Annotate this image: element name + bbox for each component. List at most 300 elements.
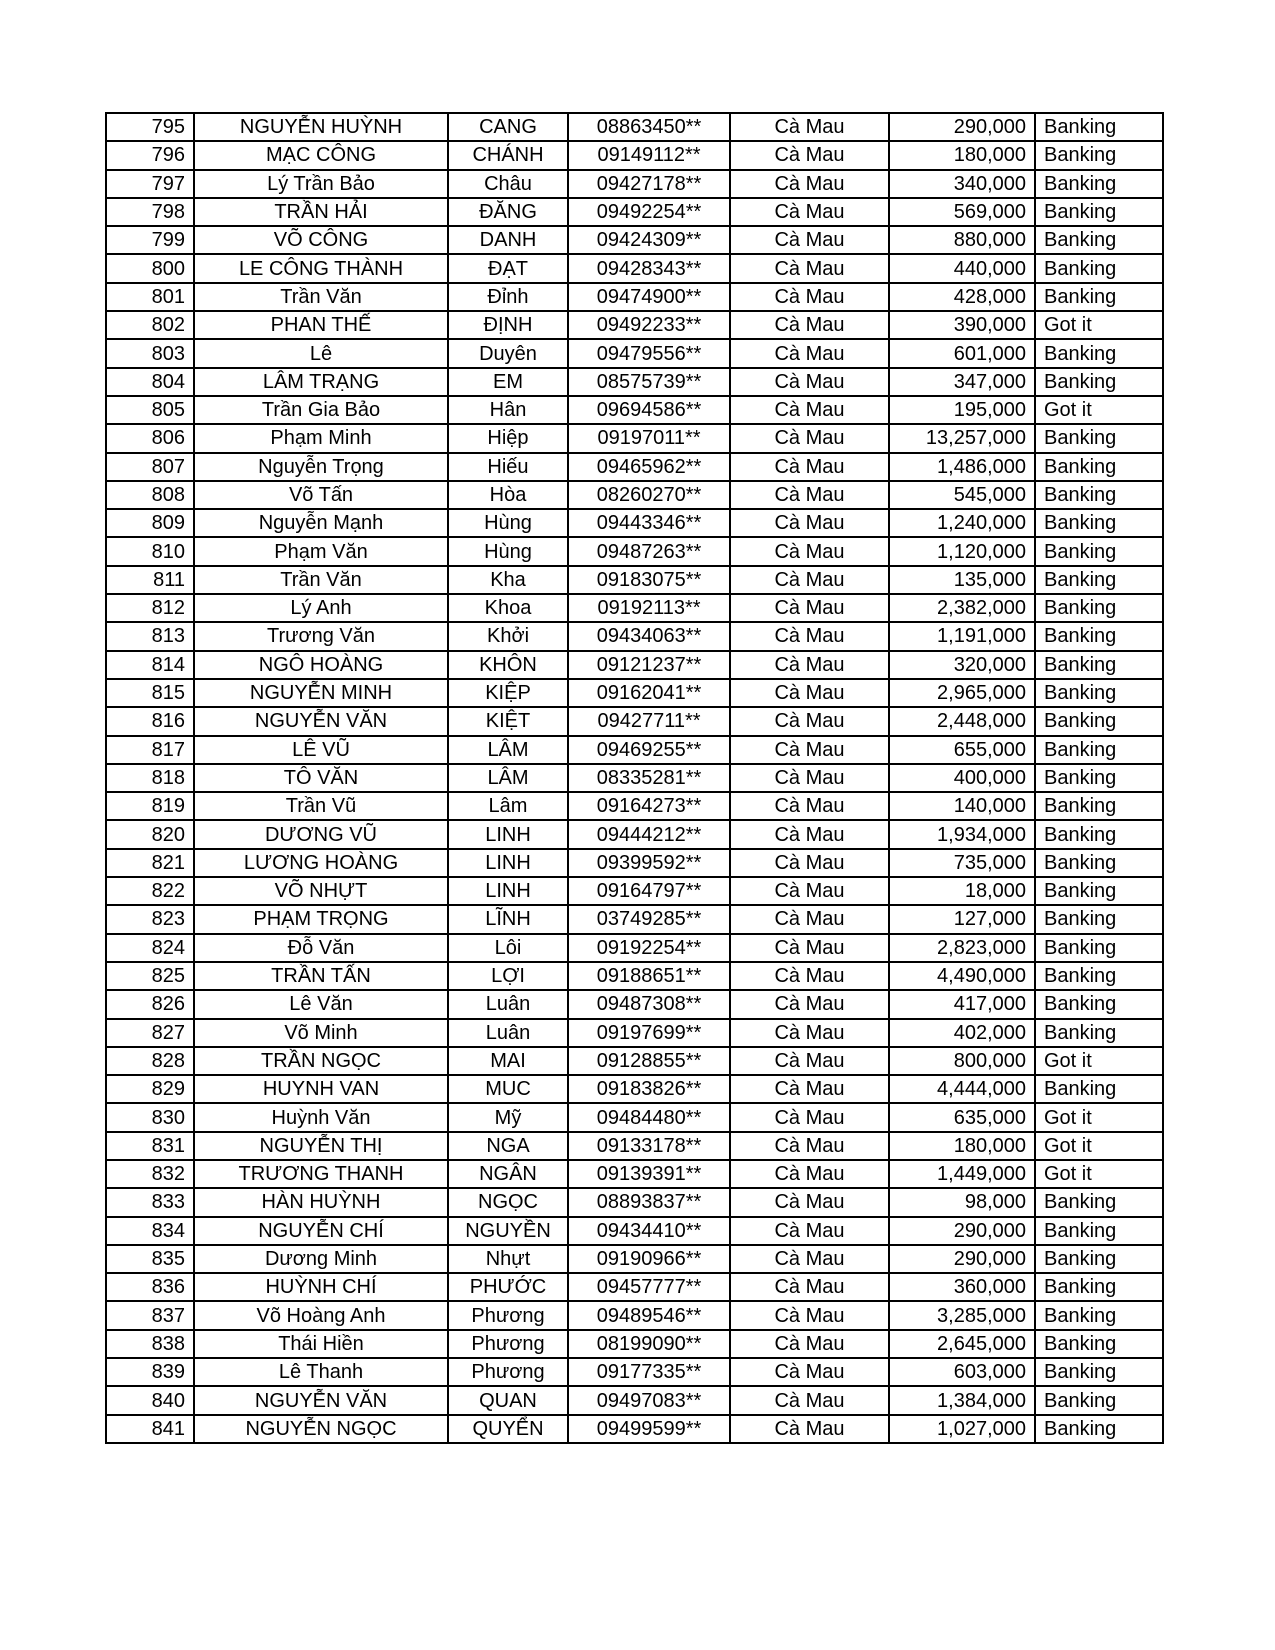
phone-number-cell: 09133178** <box>568 1132 730 1160</box>
province-cell: Cà Mau <box>730 1019 889 1047</box>
first-name-cell: QUYỂN <box>448 1415 568 1443</box>
first-name-cell: NGỌC <box>448 1188 568 1216</box>
first-name-cell: LINH <box>448 877 568 905</box>
phone-number-cell: 09427178** <box>568 170 730 198</box>
phone-number-cell: 09183826** <box>568 1075 730 1103</box>
phone-number-cell: 09492254** <box>568 198 730 226</box>
first-name-cell: Lâm <box>448 792 568 820</box>
province-cell: Cà Mau <box>730 509 889 537</box>
first-name-cell: NGUYỀN <box>448 1217 568 1245</box>
row-number-cell: 806 <box>106 424 194 452</box>
phone-number-cell: 09484480** <box>568 1103 730 1131</box>
province-cell: Cà Mau <box>730 622 889 650</box>
phone-number-cell: 09443346** <box>568 509 730 537</box>
first-name-cell: MUC <box>448 1075 568 1103</box>
phone-number-cell: 09149112** <box>568 141 730 169</box>
phone-number-cell: 08893837** <box>568 1188 730 1216</box>
last-name-cell: LÊ VŨ <box>194 736 448 764</box>
table-row <box>106 1415 1163 1443</box>
table-row <box>106 962 1163 990</box>
last-name-cell: TRƯƠNG THANH <box>194 1160 448 1188</box>
payment-method-cell: Banking <box>1035 368 1163 396</box>
payment-method-cell: Got it <box>1035 1047 1163 1075</box>
phone-number-cell: 09487308** <box>568 990 730 1018</box>
payment-method-cell: Banking <box>1035 736 1163 764</box>
first-name-cell: Khởi <box>448 622 568 650</box>
table-row <box>106 537 1163 565</box>
amount-cell: 180,000 <box>889 1132 1035 1160</box>
phone-number-cell: 09428343** <box>568 254 730 282</box>
amount-cell: 603,000 <box>889 1358 1035 1386</box>
row-number-cell: 839 <box>106 1358 194 1386</box>
first-name-cell: NGÂN <box>448 1160 568 1188</box>
payment-method-cell: Banking <box>1035 226 1163 254</box>
payment-method-cell: Banking <box>1035 792 1163 820</box>
table-row <box>106 339 1163 367</box>
row-number-cell: 833 <box>106 1188 194 1216</box>
phone-number-cell: 09177335** <box>568 1358 730 1386</box>
table-row <box>106 849 1163 877</box>
row-number-cell: 799 <box>106 226 194 254</box>
province-cell: Cà Mau <box>730 481 889 509</box>
province-cell: Cà Mau <box>730 1075 889 1103</box>
last-name-cell: NGUYỄN VĂN <box>194 707 448 735</box>
amount-cell: 290,000 <box>889 1245 1035 1273</box>
table-row <box>106 736 1163 764</box>
phone-number-cell: 09427711** <box>568 707 730 735</box>
phone-number-cell: 09489546** <box>568 1301 730 1329</box>
amount-cell: 402,000 <box>889 1019 1035 1047</box>
row-number-cell: 815 <box>106 679 194 707</box>
phone-number-cell: 08260270** <box>568 481 730 509</box>
last-name-cell: Huỳnh Văn <box>194 1103 448 1131</box>
province-cell: Cà Mau <box>730 1245 889 1273</box>
first-name-cell: ĐẠT <box>448 254 568 282</box>
last-name-cell: TRẦN NGỌC <box>194 1047 448 1075</box>
province-cell: Cà Mau <box>730 792 889 820</box>
table-row <box>106 622 1163 650</box>
first-name-cell: Hiệp <box>448 424 568 452</box>
payment-method-cell: Banking <box>1035 707 1163 735</box>
table-row <box>106 1358 1163 1386</box>
table-row <box>106 509 1163 537</box>
phone-number-cell: 08335281** <box>568 764 730 792</box>
last-name-cell: Nguyễn Trọng <box>194 453 448 481</box>
province-cell: Cà Mau <box>730 1047 889 1075</box>
last-name-cell: NGUYỄN CHÍ <box>194 1217 448 1245</box>
first-name-cell: Phương <box>448 1358 568 1386</box>
first-name-cell: ĐỊNH <box>448 311 568 339</box>
payment-method-cell: Got it <box>1035 396 1163 424</box>
row-number-cell: 810 <box>106 537 194 565</box>
province-cell: Cà Mau <box>730 424 889 452</box>
payment-method-cell: Banking <box>1035 170 1163 198</box>
province-cell: Cà Mau <box>730 453 889 481</box>
table-row <box>106 707 1163 735</box>
first-name-cell: Đỉnh <box>448 283 568 311</box>
first-name-cell: LINH <box>448 820 568 848</box>
phone-number-cell: 09434063** <box>568 622 730 650</box>
table-row <box>106 1273 1163 1301</box>
amount-cell: 2,965,000 <box>889 679 1035 707</box>
payment-method-cell: Banking <box>1035 934 1163 962</box>
table-row <box>106 113 1163 141</box>
amount-cell: 1,486,000 <box>889 453 1035 481</box>
last-name-cell: Lê <box>194 339 448 367</box>
last-name-cell: HÀN HUỲNH <box>194 1188 448 1216</box>
phone-number-cell: 08199090** <box>568 1330 730 1358</box>
table-row <box>106 311 1163 339</box>
phone-number-cell: 09457777** <box>568 1273 730 1301</box>
province-cell: Cà Mau <box>730 849 889 877</box>
amount-cell: 2,448,000 <box>889 707 1035 735</box>
table-row <box>106 1132 1163 1160</box>
row-number-cell: 797 <box>106 170 194 198</box>
first-name-cell: LĨNH <box>448 905 568 933</box>
payment-method-cell: Banking <box>1035 566 1163 594</box>
amount-cell: 135,000 <box>889 566 1035 594</box>
province-cell: Cà Mau <box>730 254 889 282</box>
last-name-cell: Lý Trần Bảo <box>194 170 448 198</box>
phone-number-cell: 09444212** <box>568 820 730 848</box>
payment-method-cell: Banking <box>1035 424 1163 452</box>
first-name-cell: Mỹ <box>448 1103 568 1131</box>
row-number-cell: 834 <box>106 1217 194 1245</box>
table-row <box>106 934 1163 962</box>
row-number-cell: 824 <box>106 934 194 962</box>
payment-method-cell: Got it <box>1035 1132 1163 1160</box>
table-row <box>106 1245 1163 1273</box>
table-row <box>106 764 1163 792</box>
row-number-cell: 807 <box>106 453 194 481</box>
payment-method-cell: Banking <box>1035 1358 1163 1386</box>
province-cell: Cà Mau <box>730 339 889 367</box>
first-name-cell: Hân <box>448 396 568 424</box>
last-name-cell: HUYNH VAN <box>194 1075 448 1103</box>
table-row <box>106 1386 1163 1414</box>
row-number-cell: 812 <box>106 594 194 622</box>
table-row <box>106 1217 1163 1245</box>
row-number-cell: 804 <box>106 368 194 396</box>
last-name-cell: Lý Anh <box>194 594 448 622</box>
phone-number-cell: 09479556** <box>568 339 730 367</box>
row-number-cell: 796 <box>106 141 194 169</box>
table-row <box>106 594 1163 622</box>
first-name-cell: LÂM <box>448 736 568 764</box>
table-row <box>106 396 1163 424</box>
table-row <box>106 1019 1163 1047</box>
amount-cell: 140,000 <box>889 792 1035 820</box>
last-name-cell: TRẦN TẤN <box>194 962 448 990</box>
table-row <box>106 1188 1163 1216</box>
amount-cell: 290,000 <box>889 1217 1035 1245</box>
row-number-cell: 820 <box>106 820 194 848</box>
phone-number-cell: 09162041** <box>568 679 730 707</box>
province-cell: Cà Mau <box>730 1301 889 1329</box>
province-cell: Cà Mau <box>730 566 889 594</box>
province-cell: Cà Mau <box>730 1415 889 1443</box>
row-number-cell: 795 <box>106 113 194 141</box>
last-name-cell: Võ Hoàng Anh <box>194 1301 448 1329</box>
payment-method-cell: Banking <box>1035 1415 1163 1443</box>
payment-method-cell: Banking <box>1035 141 1163 169</box>
amount-cell: 2,382,000 <box>889 594 1035 622</box>
amount-cell: 2,645,000 <box>889 1330 1035 1358</box>
province-cell: Cà Mau <box>730 679 889 707</box>
province-cell: Cà Mau <box>730 962 889 990</box>
province-cell: Cà Mau <box>730 1330 889 1358</box>
table-row <box>106 1330 1163 1358</box>
row-number-cell: 827 <box>106 1019 194 1047</box>
winners-table <box>105 112 1164 1444</box>
payment-method-cell: Banking <box>1035 198 1163 226</box>
phone-number-cell: 08863450** <box>568 113 730 141</box>
amount-cell: 320,000 <box>889 651 1035 679</box>
province-cell: Cà Mau <box>730 1273 889 1301</box>
province-cell: Cà Mau <box>730 990 889 1018</box>
payment-method-cell: Banking <box>1035 1019 1163 1047</box>
payment-method-cell: Got it <box>1035 311 1163 339</box>
first-name-cell: Hiếu <box>448 453 568 481</box>
last-name-cell: LƯƠNG HOÀNG <box>194 849 448 877</box>
last-name-cell: DƯƠNG VŨ <box>194 820 448 848</box>
last-name-cell: Đỗ Văn <box>194 934 448 962</box>
table-row <box>106 792 1163 820</box>
payment-method-cell: Banking <box>1035 537 1163 565</box>
row-number-cell: 819 <box>106 792 194 820</box>
first-name-cell: KHÔN <box>448 651 568 679</box>
row-number-cell: 826 <box>106 990 194 1018</box>
amount-cell: 1,027,000 <box>889 1415 1035 1443</box>
row-number-cell: 835 <box>106 1245 194 1273</box>
row-number-cell: 808 <box>106 481 194 509</box>
payment-method-cell: Banking <box>1035 651 1163 679</box>
row-number-cell: 801 <box>106 283 194 311</box>
province-cell: Cà Mau <box>730 283 889 311</box>
amount-cell: 880,000 <box>889 226 1035 254</box>
phone-number-cell: 08575739** <box>568 368 730 396</box>
phone-number-cell: 09190966** <box>568 1245 730 1273</box>
province-cell: Cà Mau <box>730 1188 889 1216</box>
row-number-cell: 825 <box>106 962 194 990</box>
table-row <box>106 254 1163 282</box>
first-name-cell: Kha <box>448 566 568 594</box>
province-cell: Cà Mau <box>730 311 889 339</box>
payment-method-cell: Banking <box>1035 1217 1163 1245</box>
first-name-cell: Luân <box>448 990 568 1018</box>
amount-cell: 735,000 <box>889 849 1035 877</box>
phone-number-cell: 09487263** <box>568 537 730 565</box>
row-number-cell: 805 <box>106 396 194 424</box>
payment-method-cell: Got it <box>1035 1160 1163 1188</box>
last-name-cell: Trần Văn <box>194 283 448 311</box>
phone-number-cell: 09197011** <box>568 424 730 452</box>
province-cell: Cà Mau <box>730 905 889 933</box>
amount-cell: 417,000 <box>889 990 1035 1018</box>
amount-cell: 13,257,000 <box>889 424 1035 452</box>
row-number-cell: 800 <box>106 254 194 282</box>
payment-method-cell: Banking <box>1035 877 1163 905</box>
last-name-cell: TÔ VĂN <box>194 764 448 792</box>
province-cell: Cà Mau <box>730 707 889 735</box>
last-name-cell: NGUYỄN VĂN <box>194 1386 448 1414</box>
amount-cell: 360,000 <box>889 1273 1035 1301</box>
row-number-cell: 831 <box>106 1132 194 1160</box>
first-name-cell: Luân <box>448 1019 568 1047</box>
amount-cell: 440,000 <box>889 254 1035 282</box>
first-name-cell: Lôi <box>448 934 568 962</box>
first-name-cell: PHƯỚC <box>448 1273 568 1301</box>
row-number-cell: 823 <box>106 905 194 933</box>
province-cell: Cà Mau <box>730 170 889 198</box>
last-name-cell: Trần Vũ <box>194 792 448 820</box>
phone-number-cell: 09183075** <box>568 566 730 594</box>
first-name-cell: EM <box>448 368 568 396</box>
payment-method-cell: Banking <box>1035 283 1163 311</box>
row-number-cell: 841 <box>106 1415 194 1443</box>
phone-number-cell: 09197699** <box>568 1019 730 1047</box>
table-row <box>106 1301 1163 1329</box>
row-number-cell: 811 <box>106 566 194 594</box>
amount-cell: 1,934,000 <box>889 820 1035 848</box>
row-number-cell: 809 <box>106 509 194 537</box>
payment-method-cell: Banking <box>1035 820 1163 848</box>
table-row <box>106 1075 1163 1103</box>
table-row <box>106 1160 1163 1188</box>
first-name-cell: DANH <box>448 226 568 254</box>
phone-number-cell: 09499599** <box>568 1415 730 1443</box>
province-cell: Cà Mau <box>730 934 889 962</box>
first-name-cell: CANG <box>448 113 568 141</box>
first-name-cell: Phương <box>448 1330 568 1358</box>
first-name-cell: NGA <box>448 1132 568 1160</box>
table-row <box>106 1103 1163 1131</box>
payment-method-cell: Banking <box>1035 679 1163 707</box>
payment-method-cell: Banking <box>1035 905 1163 933</box>
amount-cell: 655,000 <box>889 736 1035 764</box>
first-name-cell: Khoa <box>448 594 568 622</box>
table-row <box>106 566 1163 594</box>
phone-number-cell: 09121237** <box>568 651 730 679</box>
province-cell: Cà Mau <box>730 226 889 254</box>
row-number-cell: 817 <box>106 736 194 764</box>
payment-method-cell: Banking <box>1035 849 1163 877</box>
phone-number-cell: 09424309** <box>568 226 730 254</box>
province-cell: Cà Mau <box>730 594 889 622</box>
amount-cell: 340,000 <box>889 170 1035 198</box>
last-name-cell: Trần Gia Bảo <box>194 396 448 424</box>
last-name-cell: NGUYỄN THỊ <box>194 1132 448 1160</box>
phone-number-cell: 09474900** <box>568 283 730 311</box>
phone-number-cell: 09434410** <box>568 1217 730 1245</box>
first-name-cell: LINH <box>448 849 568 877</box>
payment-method-cell: Banking <box>1035 962 1163 990</box>
last-name-cell: Phạm Văn <box>194 537 448 565</box>
row-number-cell: 813 <box>106 622 194 650</box>
last-name-cell: NGUYỄN HUỲNH <box>194 113 448 141</box>
last-name-cell: Võ Minh <box>194 1019 448 1047</box>
table-row <box>106 905 1163 933</box>
table-row <box>106 679 1163 707</box>
last-name-cell: Lê Văn <box>194 990 448 1018</box>
phone-number-cell: 09192113** <box>568 594 730 622</box>
phone-number-cell: 09399592** <box>568 849 730 877</box>
first-name-cell: LÂM <box>448 764 568 792</box>
last-name-cell: LÂM TRẠNG <box>194 368 448 396</box>
payment-method-cell: Banking <box>1035 1188 1163 1216</box>
amount-cell: 1,191,000 <box>889 622 1035 650</box>
province-cell: Cà Mau <box>730 651 889 679</box>
payment-method-cell: Banking <box>1035 1273 1163 1301</box>
phone-number-cell: 09164273** <box>568 792 730 820</box>
amount-cell: 3,285,000 <box>889 1301 1035 1329</box>
payment-method-cell: Banking <box>1035 453 1163 481</box>
table-row <box>106 990 1163 1018</box>
last-name-cell: PHẠM TRỌNG <box>194 905 448 933</box>
payment-method-cell: Banking <box>1035 622 1163 650</box>
row-number-cell: 830 <box>106 1103 194 1131</box>
row-number-cell: 803 <box>106 339 194 367</box>
table-row <box>106 226 1163 254</box>
province-cell: Cà Mau <box>730 368 889 396</box>
last-name-cell: VÕ NHỰT <box>194 877 448 905</box>
phone-number-cell: 09492233** <box>568 311 730 339</box>
last-name-cell: Dương Minh <box>194 1245 448 1273</box>
payment-method-cell: Banking <box>1035 1386 1163 1414</box>
last-name-cell: HUỲNH CHÍ <box>194 1273 448 1301</box>
table-row <box>106 651 1163 679</box>
amount-cell: 635,000 <box>889 1103 1035 1131</box>
last-name-cell: Nguyễn Mạnh <box>194 509 448 537</box>
payment-method-cell: Banking <box>1035 481 1163 509</box>
row-number-cell: 838 <box>106 1330 194 1358</box>
province-cell: Cà Mau <box>730 141 889 169</box>
amount-cell: 1,120,000 <box>889 537 1035 565</box>
province-cell: Cà Mau <box>730 113 889 141</box>
payment-method-cell: Banking <box>1035 1301 1163 1329</box>
last-name-cell: Phạm Minh <box>194 424 448 452</box>
payment-method-cell: Got it <box>1035 1103 1163 1131</box>
row-number-cell: 818 <box>106 764 194 792</box>
payment-method-cell: Banking <box>1035 254 1163 282</box>
amount-cell: 18,000 <box>889 877 1035 905</box>
phone-number-cell: 09139391** <box>568 1160 730 1188</box>
phone-number-cell: 09128855** <box>568 1047 730 1075</box>
phone-number-cell: 09497083** <box>568 1386 730 1414</box>
row-number-cell: 821 <box>106 849 194 877</box>
row-number-cell: 816 <box>106 707 194 735</box>
row-number-cell: 828 <box>106 1047 194 1075</box>
last-name-cell: Trần Văn <box>194 566 448 594</box>
last-name-cell: NGUYỄN MINH <box>194 679 448 707</box>
last-name-cell: Lê Thanh <box>194 1358 448 1386</box>
payment-method-cell: Banking <box>1035 1245 1163 1273</box>
last-name-cell: PHAN THẾ <box>194 311 448 339</box>
amount-cell: 1,384,000 <box>889 1386 1035 1414</box>
province-cell: Cà Mau <box>730 736 889 764</box>
table-row <box>106 198 1163 226</box>
last-name-cell: TRẦN HẢI <box>194 198 448 226</box>
phone-number-cell: 09465962** <box>568 453 730 481</box>
last-name-cell: Thái Hiền <box>194 1330 448 1358</box>
last-name-cell: Trương Văn <box>194 622 448 650</box>
first-name-cell: Duyên <box>448 339 568 367</box>
table-row <box>106 453 1163 481</box>
payment-method-cell: Banking <box>1035 990 1163 1018</box>
row-number-cell: 822 <box>106 877 194 905</box>
last-name-cell: VÕ CÔNG <box>194 226 448 254</box>
province-cell: Cà Mau <box>730 198 889 226</box>
